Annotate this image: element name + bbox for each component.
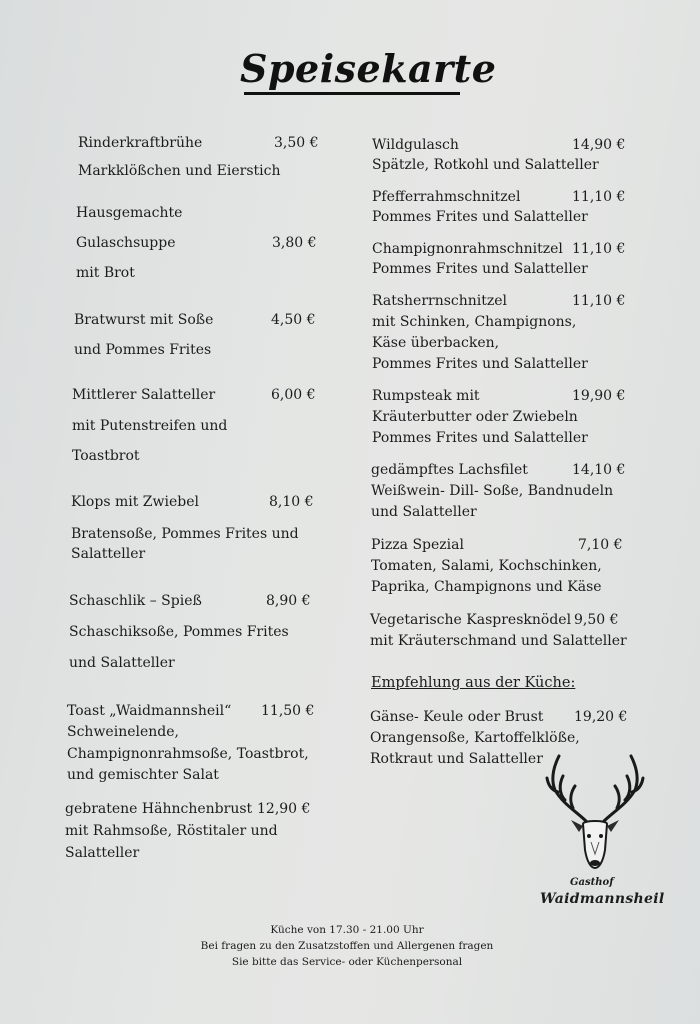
item-desc: Spätzle, Rotkohl und Salatteller (372, 157, 599, 173)
item-name: Pizza Spezial (371, 537, 464, 553)
menu-item (76, 203, 316, 283)
item-price: 11,10 € (572, 189, 626, 205)
item-desc: und Pommes Frites (74, 342, 212, 358)
item-desc: Salatteller (65, 845, 140, 861)
item-name: Hausgemachte (76, 205, 183, 221)
menu-item (69, 591, 313, 671)
item-desc: und gemischter Salat (67, 767, 219, 783)
item-price: 8,10 € (269, 494, 314, 510)
item-price: 9,50 € (574, 612, 619, 628)
item-desc: Pommes Frites und Salatteller (372, 209, 588, 225)
item-name: gebratene Hähnchenbrust (65, 801, 253, 817)
item-name: gedämpftes Lachsfilet (371, 462, 528, 478)
item-price: 3,50 € (274, 135, 319, 151)
menu-item (370, 610, 630, 655)
item-desc: Pommes Frites und Salatteller (372, 430, 588, 446)
item-desc: Salatteller (71, 546, 146, 562)
item-desc: Champignonrahmsoße, Toastbrot, (67, 746, 309, 762)
item-name: Pfefferrahmschnitzel (372, 189, 521, 205)
item-name: Mittlerer Salatteller (72, 387, 216, 403)
brand-subtitle: Gasthof (570, 877, 614, 888)
item-desc: Tomaten, Salami, Kochschinken, (371, 558, 602, 574)
item-desc: Toastbrot (72, 448, 140, 464)
item-desc: Pommes Frites und Salatteller (372, 356, 588, 372)
item-desc: Bratensoße, Pommes Frites und (71, 526, 299, 542)
item-name: Toast „Waidmannsheil“ (67, 703, 232, 719)
item-desc: Schaschiksoße, Pommes Frites (69, 624, 289, 640)
item-name: Klops mit Zwiebel (71, 494, 199, 510)
item-name: Rinderkraftbrühe (78, 135, 203, 151)
item-desc: Rotkraut und Salatteller (370, 751, 543, 767)
item-desc: mit Schinken, Champignons, (372, 314, 577, 330)
menu-item (372, 386, 627, 451)
item-desc: Paprika, Champignons und Käse (371, 579, 602, 595)
item-desc: mit Brot (76, 265, 135, 281)
item-name: Wildgulasch (372, 137, 459, 153)
item-price: 8,90 € (266, 593, 311, 609)
item-desc: Pommes Frites und Salatteller (372, 261, 588, 277)
item-desc: Markklößchen und Eierstich (78, 163, 281, 179)
item-desc: Orangensoße, Kartoffelklöße, (370, 730, 580, 746)
title-underline (244, 92, 460, 95)
menu-title: Speisekarte (240, 46, 497, 91)
item-price: 6,00 € (271, 387, 316, 403)
menu-item (371, 535, 627, 600)
item-name: Ratsherrnschnitzel (372, 293, 508, 309)
recommendation-heading: Empfehlung aus der Küche: (371, 675, 576, 691)
item-price: 19,20 € (574, 709, 628, 725)
item-price: 14,10 € (572, 462, 626, 478)
item-desc: Gulaschsuppe (76, 235, 176, 251)
item-price: 19,90 € (572, 388, 626, 404)
menu-item (372, 187, 627, 232)
footer-note (180, 922, 514, 970)
item-desc: mit Putenstreifen und (72, 418, 228, 434)
item-name: Bratwurst mit Soße (74, 312, 214, 328)
menu-item (72, 385, 316, 465)
item-desc: und Salatteller (371, 504, 477, 520)
menu-item (74, 310, 316, 360)
item-desc: mit Kräuterschmand und Salatteller (370, 633, 627, 649)
item-name: Schaschlik – Spieß (69, 593, 202, 609)
item-desc: Weißwein- Dill- Soße, Bandnudeln (371, 483, 614, 499)
item-price: 4,50 € (271, 312, 316, 328)
item-name: Vegetarische Kaspresknödel (370, 612, 572, 628)
item-price: 3,80 € (272, 235, 317, 251)
item-desc: Kräuterbutter oder Zwiebeln (372, 409, 578, 425)
footer-line: Küche von 17.30 - 21.00 Uhr (270, 924, 424, 936)
menu-item (65, 799, 315, 864)
menu-item (372, 135, 627, 180)
item-price: 11,50 € (261, 703, 315, 719)
item-desc: mit Rahmsoße, Röstitaler und (65, 823, 278, 839)
item-desc: und Salatteller (69, 655, 175, 671)
item-name: Rumpsteak mit (372, 388, 480, 404)
menu-item (71, 492, 316, 567)
item-price: 11,10 € (572, 293, 626, 309)
brand-name: Waidmannsheil (540, 891, 665, 907)
item-desc: Schweinelende, (67, 724, 179, 740)
item-price: 7,10 € (578, 537, 623, 553)
footer-line: Bei fragen zu den Zusatzstoffen und Allergenen fragen (200, 940, 494, 952)
menu-item (372, 239, 627, 284)
item-price: 11,10 € (572, 241, 626, 257)
menu-item (371, 460, 627, 525)
footer-line: Sie bitte das Service- oder Küchenpersonal (231, 956, 463, 968)
stag-head-icon (545, 750, 645, 872)
menu-item (78, 133, 318, 183)
item-desc: Käse überbacken, (372, 335, 500, 351)
menu-item (372, 291, 627, 376)
item-name: Gänse- Keule oder Brust (370, 709, 544, 725)
menu-item (67, 701, 317, 786)
item-price: 14,90 € (572, 137, 626, 153)
item-price: 12,90 € (257, 801, 311, 817)
item-name: Champignonrahmschnitzel (372, 241, 563, 257)
